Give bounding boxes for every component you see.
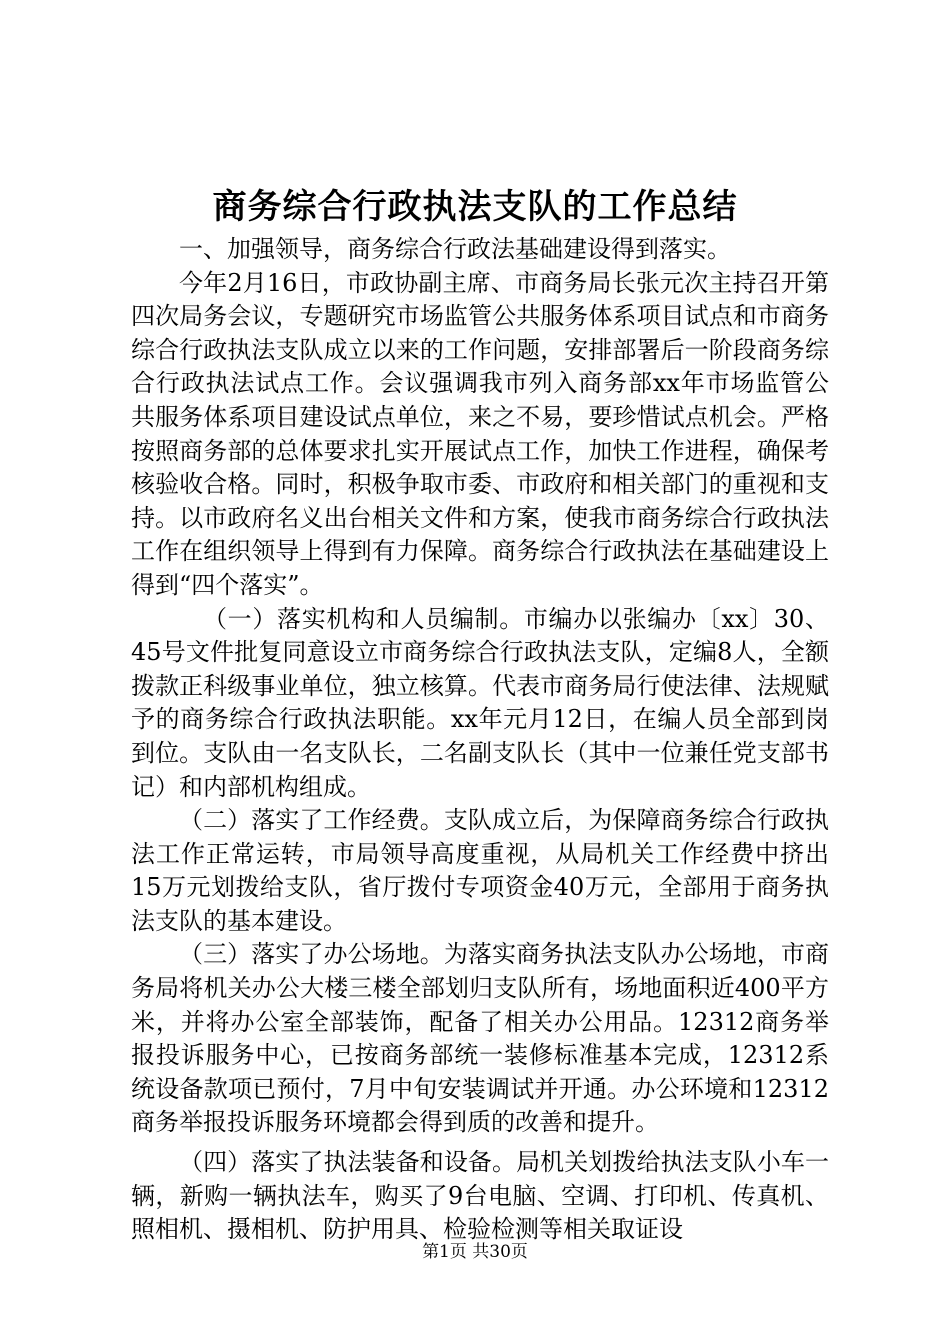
paragraph-meeting: 今年2月16日，市政协副主席、市商务局长张元次主持召开第四次局务会议，专题研究市场监管公共服务体系项目试点和市商务综合行政执法支队成立以来的工作问题，安排部署后一阶段商务综合行政执法试点工作。会议强调我市列入商务部xx年市场监管公共服务体系项目建设试点单位，来之不易，要珍惜试点机会。严格按照商务部的总体要求扎实开展试点工作，加快工作进程，确保考核验收合格。同时，积极争取市委、市政府和相关部门的重视和支持。以市政府名义出台相关文件和方案，使我市商务综合行政执法工作在组织领导上得到有力保障。商务综合行政执法在基础建设上得到“四个落实”。 [131, 268, 829, 599]
paragraph-item-2: （二）落实了工作经费。支队成立后，为保障商务综合行政执法工作正常运转，市局领导高度重视，从局机关工作经费中挤出15万元划拨给支队，省厅拨付专项资金40万元，全部用于商务执法支队的基本建设。 [131, 806, 829, 935]
page-number-footer: 第1页 共30页 [422, 1242, 528, 1262]
paragraph-item-3: （三）落实了办公场地。为落实商务执法支队办公场地，市商务局将机关办公大楼三楼全部划归支队所有，场地面积近400平方米，并将办公室全部装饰，配备了相关办公用品。12312商务举报投诉服务中心，已按商务部统一装修标准基本完成，12312系统设备款项已预付，7月中旬安装调试并开通。办公环境和12312商务举报投诉服务环境都会得到质的改善和提升。 [131, 940, 829, 1137]
paragraph-section-heading: 一、加强领导，商务综合行政法基础建设得到落实。 [179, 235, 731, 263]
paragraph-item-4: （四）落实了执法装备和设备。局机关划拨给执法支队小车一辆，新购一辆执法车，购买了9台电脑、空调、打印机、传真机、照相机、摄相机、防护用具、检验检测等相关取证设 [131, 1148, 829, 1244]
document-title: 商务综合行政执法支队的工作总结 [212, 187, 738, 227]
paragraph-item-1: （一）落实机构和人员编制。市编办以张编办〔xx〕30、45号文件批复同意设立市商务综合行政执法支队，定编8人，全额拨款正科级事业单位，独立核算。代表市商务局行使法律、法规赋予的商务综合行政执法职能。xx年元月12日，在编人员全部到岗到位。支队由一名支队长，二名副支队长（其中一位兼任党支部书记）和内部机构组成。 [131, 604, 829, 801]
document-body [131, 233, 829, 1247]
